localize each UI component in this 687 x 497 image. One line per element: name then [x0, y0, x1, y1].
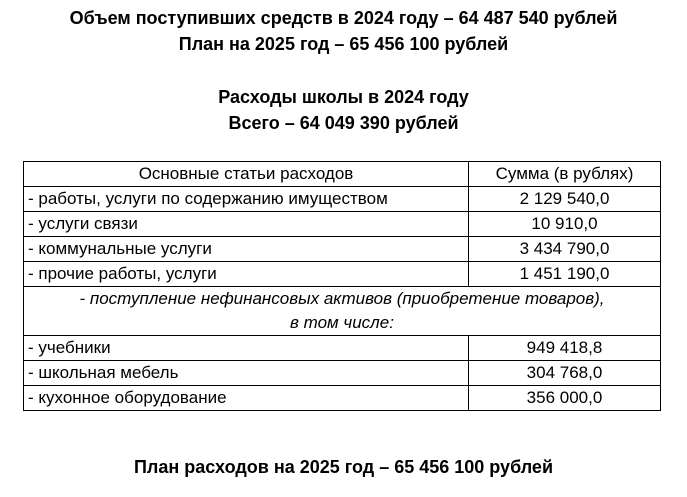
table-row	[24, 336, 661, 361]
table-row	[24, 212, 661, 237]
subheader-line-2: в том числе:	[290, 313, 394, 332]
expense-amount: 1 451 190,0	[469, 262, 661, 287]
expense-item: - коммунальные услуги	[24, 237, 469, 262]
expense-amount: 304 768,0	[469, 361, 661, 386]
expenses-total: Всего – 64 049 390 рублей	[228, 113, 459, 133]
expense-item: - работы, услуги по содержанию имуществом	[24, 187, 469, 212]
expense-item: - школьная мебель	[24, 361, 469, 386]
expense-item: - услуги связи	[24, 212, 469, 237]
expenses-title: Расходы школы в 2024 году	[218, 87, 469, 107]
expense-amount: 10 910,0	[469, 212, 661, 237]
subheader-row	[24, 287, 661, 336]
table-row	[24, 361, 661, 386]
expense-item: - прочие работы, услуги	[24, 262, 469, 287]
expense-amount: 3 434 790,0	[469, 237, 661, 262]
table-row	[24, 237, 661, 262]
expense-amount: 949 418,8	[469, 336, 661, 361]
expense-item: - учебники	[24, 336, 469, 361]
expenses-table	[23, 161, 661, 411]
received-funds-heading: Объем поступивших средств в 2024 году – 64 487 540 рублей	[69, 8, 618, 28]
expenses-plan-2025-heading: План расходов на 2025 год – 65 456 100 рублей	[133, 457, 554, 477]
expense-amount: 356 000,0	[469, 386, 661, 411]
column-header-item: Основные статьи расходов	[24, 162, 469, 187]
subheader-line-1: - поступление нефинансовых активов (приобретение товаров),	[79, 289, 605, 308]
plan-2025-heading: План на 2025 год – 65 456 100 рублей	[178, 34, 509, 54]
nonfinancial-assets-subheader	[24, 287, 661, 336]
expense-item: - кухонное оборудование	[24, 386, 469, 411]
table-row	[24, 386, 661, 411]
table-row	[24, 187, 661, 212]
expense-amount: 2 129 540,0	[469, 187, 661, 212]
table-row	[24, 262, 661, 287]
table-header-row	[24, 162, 661, 187]
column-header-amount: Сумма (в рублях)	[469, 162, 661, 187]
